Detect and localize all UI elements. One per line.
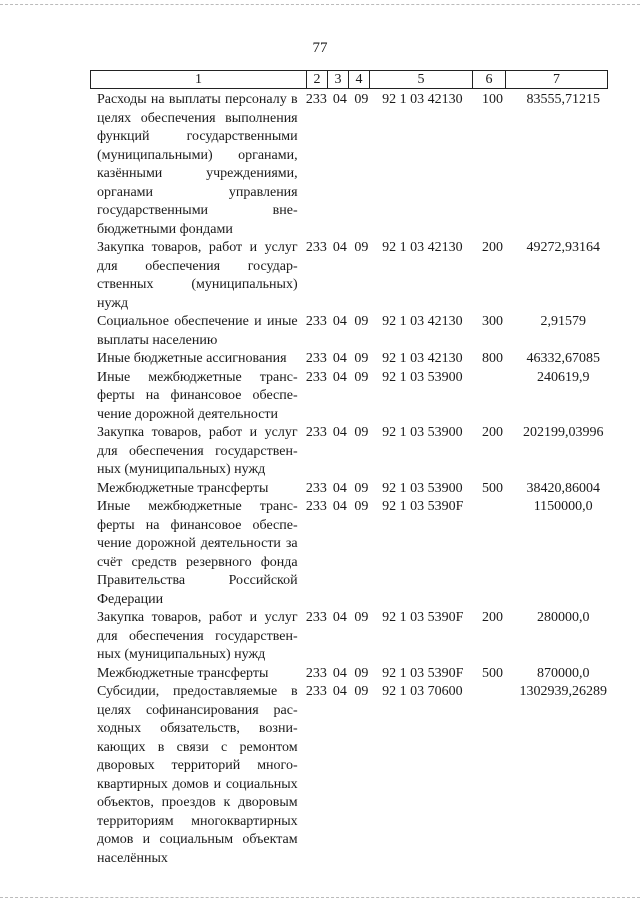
row-name: Межбюджетные трансферты bbox=[97, 480, 269, 496]
row-vr: 800 bbox=[481, 351, 503, 366]
row-csr: 92 1 03 42130 bbox=[382, 351, 463, 366]
row-ved: 233 bbox=[305, 425, 327, 440]
row-rz: 04 bbox=[332, 499, 347, 514]
row-rz: 04 bbox=[332, 425, 347, 440]
row-sum: 870000,0 bbox=[536, 665, 590, 681]
row-name: Иные бюджетные ассигнования bbox=[97, 351, 287, 366]
row-name: Межбюджетные трансферты bbox=[97, 665, 269, 681]
row-csr: 92 1 03 53900 bbox=[382, 369, 463, 385]
row-csr: 92 1 03 42130 bbox=[382, 92, 463, 107]
row-rz: 04 bbox=[332, 665, 347, 681]
table-row bbox=[97, 683, 617, 868]
header-col-6: 6 bbox=[473, 71, 506, 89]
scan-edge-top bbox=[0, 4, 640, 6]
row-rz: 04 bbox=[332, 92, 347, 107]
row-rz: 04 bbox=[332, 610, 347, 625]
row-name: Закупка товаров, работ и услуг для обеспечения государственных (муниципальных) нужд bbox=[97, 610, 298, 662]
row-pr: 09 bbox=[354, 665, 369, 681]
header-col-2: 2 bbox=[307, 71, 328, 89]
row-ved: 233 bbox=[305, 610, 327, 625]
table-row bbox=[97, 665, 617, 684]
row-pr: 09 bbox=[354, 480, 369, 496]
row-csr: 92 1 03 5390F bbox=[382, 610, 464, 625]
row-sum: 280000,0 bbox=[536, 610, 590, 625]
row-pr: 09 bbox=[354, 684, 369, 699]
row-ved: 233 bbox=[305, 665, 327, 681]
table-row bbox=[97, 350, 617, 369]
page-number: 77 bbox=[312, 40, 328, 56]
row-sum: 1302939,26289 bbox=[519, 684, 607, 699]
row-name: Социальное обеспечение и иные выплаты населению bbox=[97, 314, 298, 348]
table-body bbox=[97, 91, 617, 868]
row-vr: 500 bbox=[481, 665, 503, 681]
row-sum: 46332,67085 bbox=[526, 351, 600, 366]
table-row bbox=[97, 424, 617, 480]
row-pr: 09 bbox=[354, 610, 369, 625]
row-pr: 09 bbox=[354, 499, 369, 514]
table-row bbox=[97, 369, 617, 425]
row-vr: 100 bbox=[481, 92, 503, 107]
row-csr: 92 1 03 42130 bbox=[382, 240, 463, 255]
header-row bbox=[91, 71, 608, 89]
row-rz: 04 bbox=[332, 351, 347, 366]
table-row bbox=[97, 480, 617, 499]
row-sum: 49272,93164 bbox=[526, 240, 600, 255]
table-row bbox=[97, 91, 617, 239]
row-sum: 240619,9 bbox=[536, 369, 590, 385]
table-header bbox=[90, 70, 608, 89]
row-ved: 233 bbox=[305, 369, 327, 385]
row-pr: 09 bbox=[354, 425, 369, 440]
header-col-4: 4 bbox=[349, 71, 370, 89]
row-rz: 04 bbox=[332, 369, 347, 385]
header-col-5: 5 bbox=[370, 71, 473, 89]
row-name: Закупка товаров, работ и услуг для обеспечения государственных (муниципальных) нужд bbox=[97, 425, 298, 477]
row-pr: 09 bbox=[354, 314, 369, 329]
row-name: Иные межбюджетные трансферты на финансовое обеспечение дорожной деятельности за счёт средств резервного фонда Правительства Российской Федерации bbox=[97, 499, 298, 607]
row-rz: 04 bbox=[332, 684, 347, 699]
header-col-3: 3 bbox=[328, 71, 349, 89]
row-csr: 92 1 03 53900 bbox=[382, 480, 463, 496]
row-rz: 04 bbox=[332, 480, 347, 496]
row-ved: 233 bbox=[305, 240, 327, 255]
table-row bbox=[97, 239, 617, 313]
row-csr: 92 1 03 42130 bbox=[382, 314, 463, 329]
row-rz: 04 bbox=[332, 240, 347, 255]
row-ved: 233 bbox=[305, 480, 327, 496]
row-rz: 04 bbox=[332, 314, 347, 329]
header-col-7: 7 bbox=[506, 71, 608, 89]
row-csr: 92 1 03 5390F bbox=[382, 499, 464, 514]
row-name: Субсидии, предоставляемые в целях софинансирования расходных обязательств, возникающих в связи с ремонтом дворовых территорий многоквартирных домов и социальных объектов, проездов к дворовым территориям многоквартирных домов и социальным объектам населённых bbox=[97, 684, 298, 866]
row-pr: 09 bbox=[354, 369, 369, 385]
row-sum: 83555,71215 bbox=[526, 92, 600, 107]
row-csr: 92 1 03 53900 bbox=[382, 425, 463, 440]
table-row bbox=[97, 609, 617, 665]
row-vr: 300 bbox=[481, 314, 503, 329]
row-ved: 233 bbox=[305, 92, 327, 107]
row-ved: 233 bbox=[305, 314, 327, 329]
row-vr: 200 bbox=[481, 240, 503, 255]
row-csr: 92 1 03 70600 bbox=[382, 684, 463, 699]
row-pr: 09 bbox=[354, 240, 369, 255]
row-ved: 233 bbox=[305, 499, 327, 514]
scan-edge-bottom bbox=[0, 897, 640, 899]
row-sum: 2,91579 bbox=[540, 314, 586, 329]
row-pr: 09 bbox=[354, 92, 369, 107]
row-vr: 200 bbox=[481, 610, 503, 625]
table-row bbox=[97, 313, 617, 350]
row-ved: 233 bbox=[305, 351, 327, 366]
row-sum: 202199,03996 bbox=[522, 425, 604, 440]
row-sum: 1150000,0 bbox=[533, 499, 593, 514]
row-pr: 09 bbox=[354, 351, 369, 366]
table-row bbox=[97, 498, 617, 609]
row-name: Расходы на выплаты персоналу в целях обеспечения выполнения функций государственными (муниципальными) органами, казёнными учреждениями, органами управления государственными внебюджетными фондами bbox=[97, 92, 298, 237]
row-sum: 38420,86004 bbox=[526, 480, 600, 496]
row-vr: 200 bbox=[481, 425, 503, 440]
row-ved: 233 bbox=[305, 684, 327, 699]
header-col-1: 1 bbox=[91, 71, 307, 89]
row-name: Иные межбюджетные трансферты на финансовое обеспечение дорожной деятельности bbox=[97, 369, 298, 422]
row-csr: 92 1 03 5390F bbox=[382, 665, 464, 681]
row-name: Закупка товаров, работ и услуг для обеспечения государственных (муниципальных) нужд bbox=[97, 240, 298, 311]
row-vr: 500 bbox=[481, 480, 503, 496]
